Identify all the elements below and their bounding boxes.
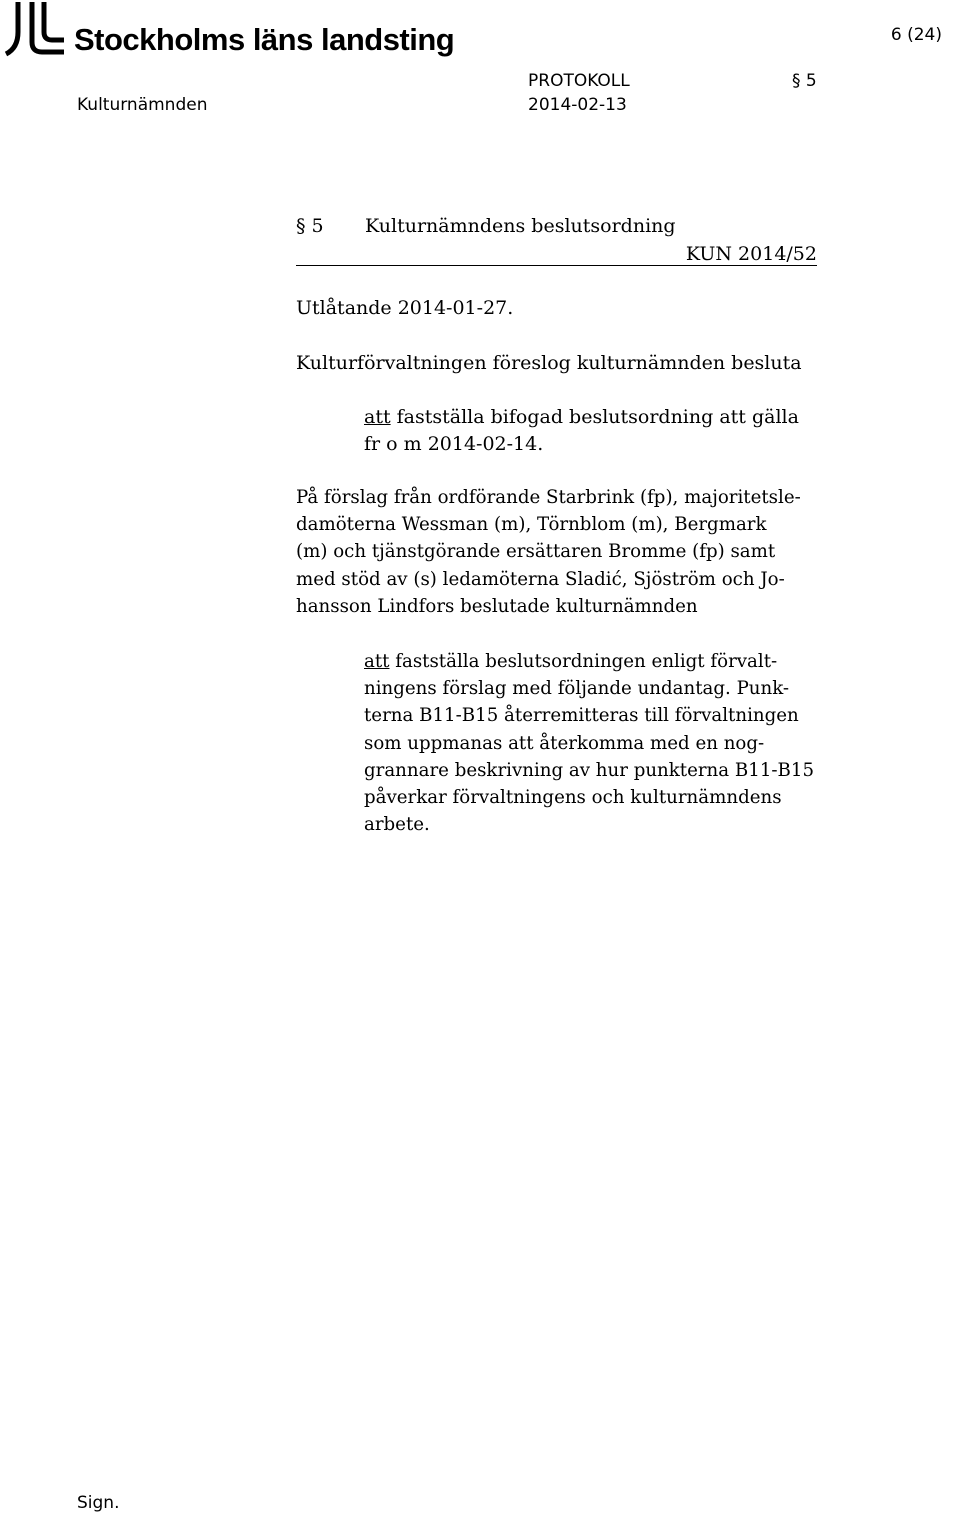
decision-line: med stöd av (s) ledamöterna Sladić, Sjöström och Jo- (296, 568, 785, 590)
proposal-att-line-2: fr o m 2014-02-14. (364, 433, 544, 456)
decision-att-line: ningens förslag med följande undantag. Punk- (364, 678, 790, 700)
header-paragraph: § 5 (792, 71, 817, 91)
proposal-att-line-1: fastställa bifogad beslutsordning att gälla (390, 406, 799, 428)
proposal-att-clause (364, 404, 799, 458)
decision-att-line: terna B11-B15 återremitteras till förvaltningen (364, 705, 799, 727)
decision-line: På förslag från ordförande Starbrink (fp), majoritetsle- (296, 487, 801, 508)
utlatande-line: Utlåtande 2014-01-27. (296, 297, 514, 319)
decision-att-line: grannare beskrivning av hur punkterna B11-B15 (364, 759, 815, 781)
decision-att-line: arbete. (364, 814, 430, 836)
decision-att-clause (364, 648, 814, 838)
decision-att-line-1: fastställa beslutsordningen enligt förvalt- (389, 651, 778, 672)
logo-text: Stockholms läns landsting (74, 22, 455, 57)
decision-line: (m) och tjänstgörande ersättaren Bromme (fp) samt (296, 541, 776, 563)
decision-line: damöterna Wessman (m), Törnblom (m), Bergmark (296, 514, 767, 536)
decision-line: hansson Lindfors beslutade kulturnämnden (296, 595, 698, 617)
doc-type: PROTOKOLL (528, 71, 630, 91)
section-title: Kulturnämndens beslutsordning (365, 215, 676, 237)
committee-name: Kulturnämnden (77, 95, 208, 115)
att-keyword: att (364, 406, 391, 428)
section-paragraph: § 5 (296, 215, 324, 237)
decision-paragraph (296, 484, 801, 620)
page-number: 6 (24) (890, 25, 942, 45)
decision-att-line: som uppmanas att återkomma med en nog- (364, 732, 765, 754)
case-number: KUN 2014/52 (685, 243, 817, 265)
sll-logo (4, 2, 454, 62)
proposal-intro: Kulturförvaltningen föreslog kulturnämnden besluta (296, 352, 802, 374)
section-divider (296, 265, 817, 266)
section-heading (296, 215, 676, 237)
sll-logo-mark-icon (4, 2, 68, 58)
decision-att-line: påverkar förvaltningens och kulturnämndens (364, 787, 782, 809)
meeting-date: 2014-02-13 (528, 95, 627, 115)
att-keyword: att (364, 651, 390, 672)
signature-label: Sign. (77, 1493, 120, 1513)
